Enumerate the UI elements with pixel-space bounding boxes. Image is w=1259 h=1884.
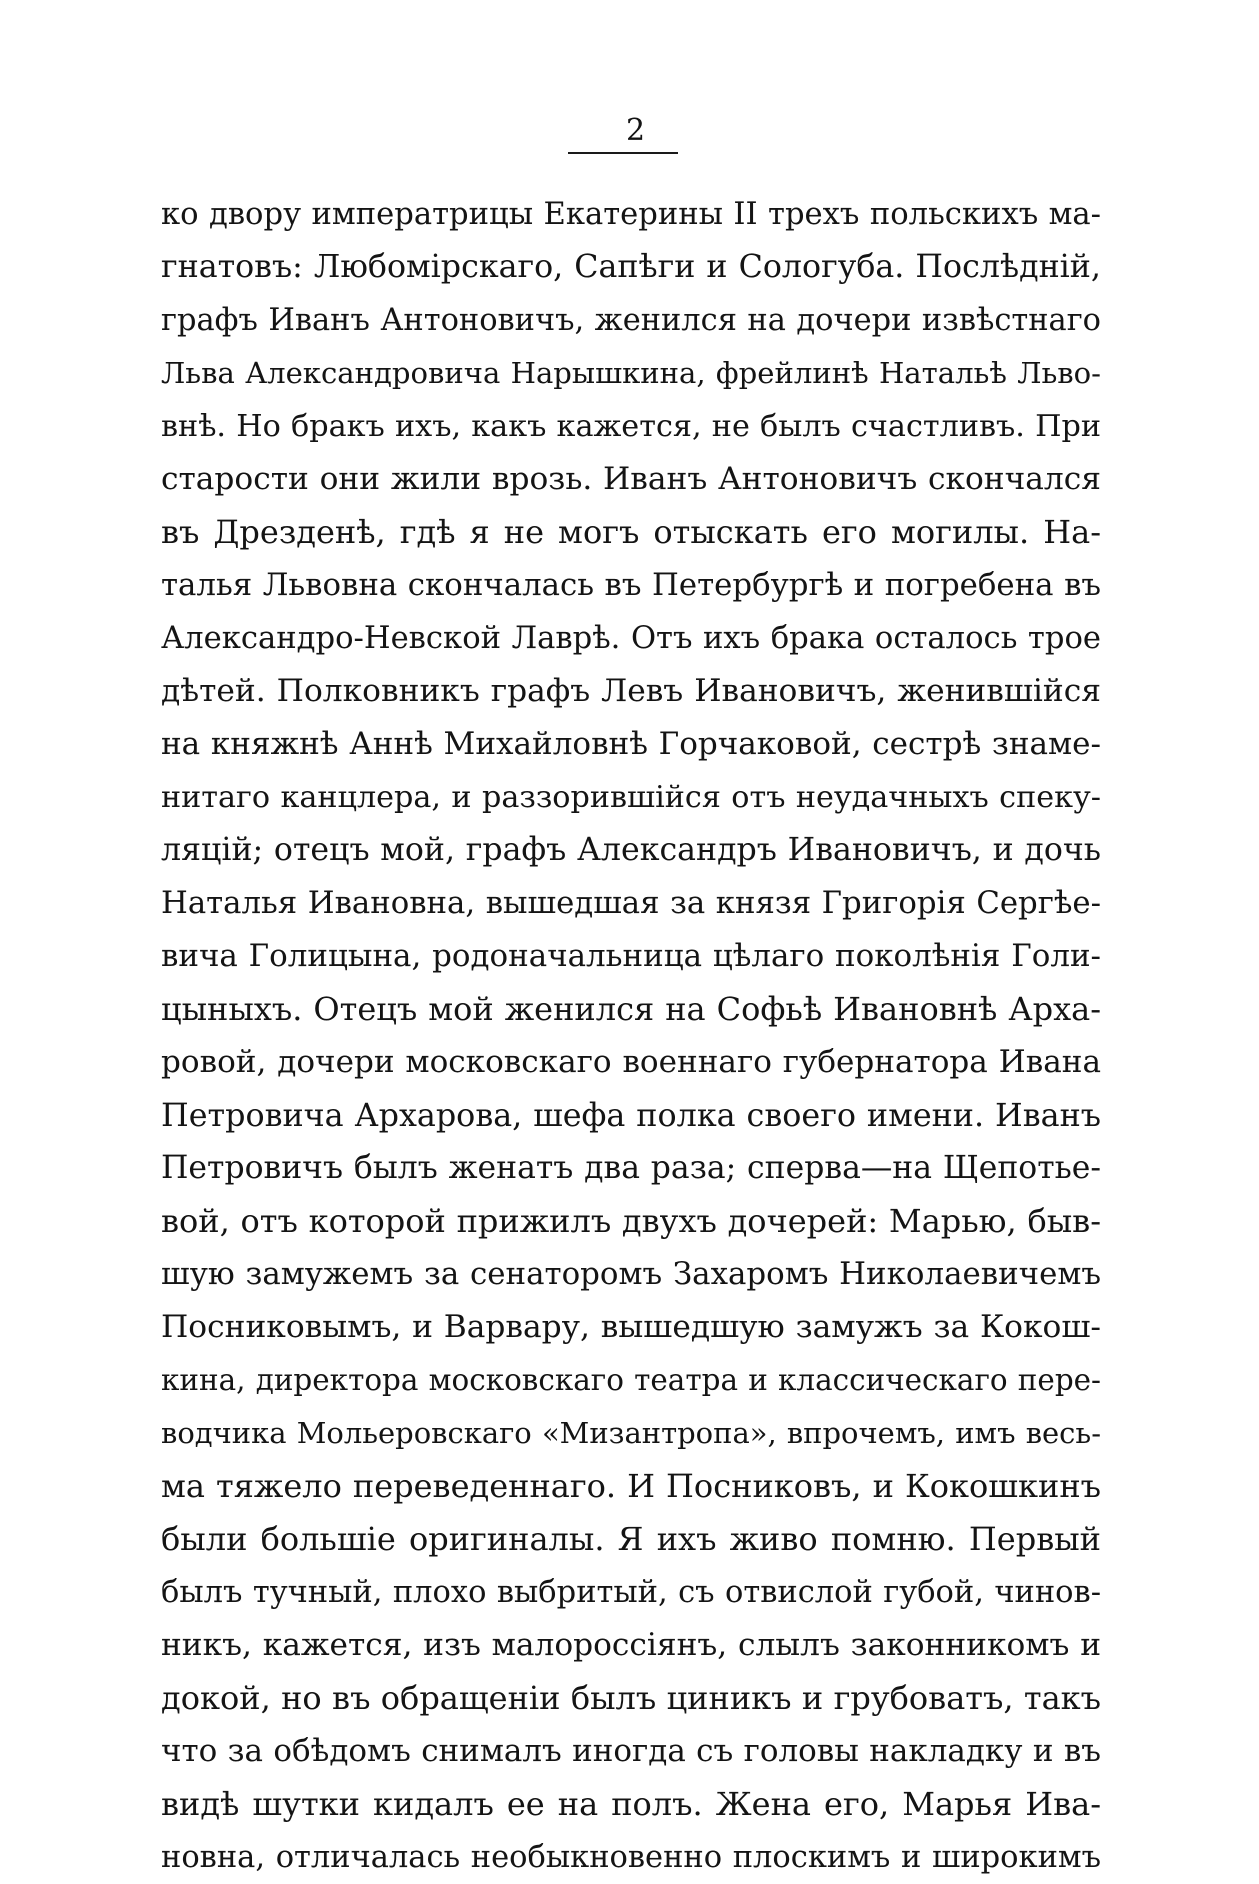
text-line: графъ Иванъ Антоновичъ, женился на дочери извѣстнаго bbox=[161, 303, 1101, 338]
text-line: новна, отличалась необыкновенно плоскимъ и широкимъ bbox=[161, 1840, 1101, 1875]
text-line: въ Дрезденѣ, гдѣ я не могъ отыскать его могилы. На- bbox=[161, 513, 1101, 551]
text-line: Посниковымъ, и Варвару, вышедшую замужъ за Кокош- bbox=[161, 1309, 1101, 1345]
text-line: старости они жили врозь. Иванъ Антоновичъ скончался bbox=[161, 461, 1101, 497]
text-line: внѣ. Но бракъ ихъ, какъ кажется, не былъ счастливъ. При bbox=[161, 409, 1101, 444]
text-line: никъ, кажется, изъ малороссіянъ, слылъ законникомъ и bbox=[161, 1627, 1101, 1663]
text-line: видѣ шутки кидалъ ее на полъ. Жена его, Марья Ива- bbox=[161, 1785, 1101, 1823]
text-line: что за обѣдомъ снималъ иногда съ головы накладку и въ bbox=[161, 1733, 1101, 1769]
text-line: Наталья Ивановна, вышедшая за князя Григорія Сергѣе- bbox=[161, 885, 1101, 921]
text-line: былъ тучный, плохо выбритый, съ отвислой губой, чинов- bbox=[161, 1575, 1101, 1610]
text-line: гнатовъ: Любомірскаго, Сапѣги и Сологуба. Послѣдній, bbox=[161, 249, 1101, 285]
text-line: Льва Александровича Нарышкина, фрейлинѣ Натальѣ Льво- bbox=[161, 356, 1101, 390]
text-line: талья Львовна скончалась въ Петербургѣ и погребена въ bbox=[161, 567, 1101, 603]
text-line: ляцій; отецъ мой, графъ Александръ Ивановичъ, и дочь bbox=[161, 832, 1101, 868]
page-number-rule bbox=[568, 152, 678, 154]
text-line: водчика Мольеровскаго «Мизантропа», впрочемъ, имъ весь- bbox=[161, 1416, 1101, 1450]
text-line: Петровичъ былъ женатъ два раза; сперва—на Щепотье- bbox=[161, 1150, 1101, 1186]
text-line: Александро-Невской Лаврѣ. Отъ ихъ брака осталось трое bbox=[161, 621, 1101, 656]
text-line: Петровича Архарова, шефа полка своего имени. Иванъ bbox=[161, 1097, 1101, 1134]
text-line: на княжнѣ Аннѣ Михайловнѣ Горчаковой, сестрѣ знаме- bbox=[161, 726, 1101, 762]
text-line: нитаго канцлера, и раззорившійся отъ неудачныхъ спеку- bbox=[161, 780, 1101, 815]
body-text bbox=[161, 188, 1101, 1884]
page-number: 2 bbox=[625, 113, 646, 148]
text-line: шую замужемъ за сенаторомъ Захаромъ Николаевичемъ bbox=[161, 1256, 1101, 1292]
text-line: ма тяжело переведеннаго. И Посниковъ, и Кокошкинъ bbox=[161, 1467, 1101, 1505]
text-line: докой, но въ обращеніи былъ циникъ и грубоватъ, такъ bbox=[161, 1679, 1101, 1717]
text-line: дѣтей. Полковникъ графъ Левъ Ивановичъ, женившійся bbox=[161, 673, 1101, 709]
text-line: ко двору императрицы Екатерины II трехъ польскихъ ма- bbox=[161, 197, 1101, 232]
text-line: ровой, дочери московскаго военнаго губернатора Ивана bbox=[161, 1044, 1101, 1080]
text-line: цыныхъ. Отецъ мой женился на Софьѣ Ивановнѣ Арха- bbox=[161, 990, 1101, 1028]
text-line: вой, отъ которой прижилъ двухъ дочерей: Марью, быв- bbox=[161, 1202, 1101, 1240]
text-line: кина, директора московскаго театра и классическаго пере- bbox=[161, 1363, 1101, 1397]
text-line: были большіе оригиналы. Я ихъ живо помню. Первый bbox=[161, 1520, 1101, 1558]
text-line: вича Голицына, родоначальница цѣлаго поколѣнія Голи- bbox=[161, 938, 1101, 974]
